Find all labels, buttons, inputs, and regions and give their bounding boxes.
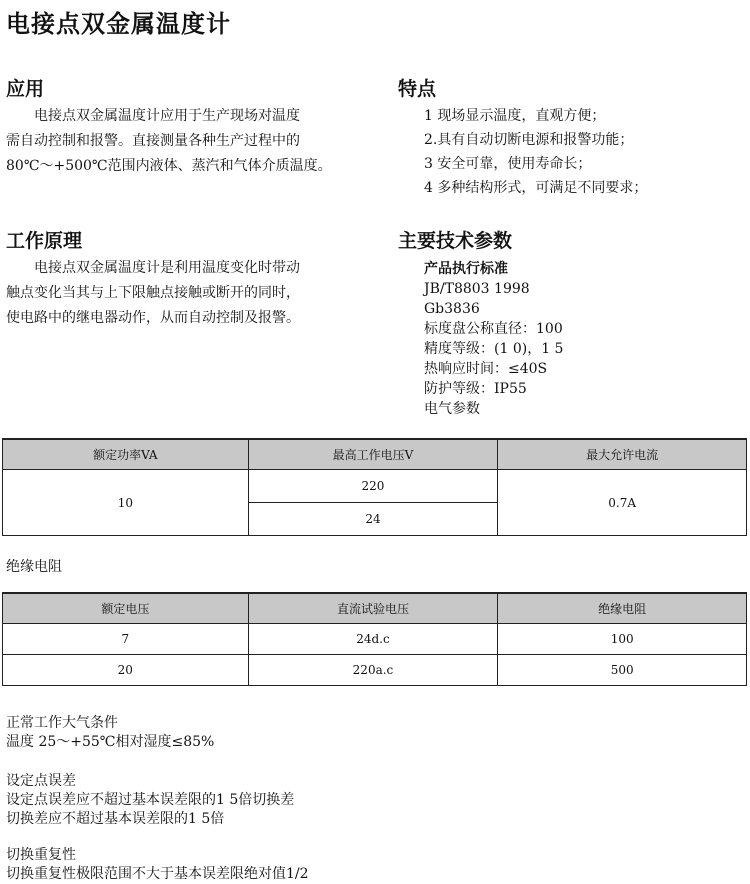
feature-item: 1 现场显示温度，直观方便； [424, 108, 606, 124]
spec-line: 热响应时间：≤40S [424, 361, 548, 377]
column-header: 绝缘电阻 [498, 593, 747, 624]
column-header: 直流试验电压 [248, 593, 498, 624]
setpoint-error-title: 设定点误差 [6, 773, 76, 789]
application-line: 电接点双金属温度计应用于生产现场对温度 [6, 108, 300, 124]
spec-line: 电气参数 [424, 401, 480, 417]
page-title: 电接点双金属温度计 [6, 10, 231, 38]
principle-line: 使电路中的继电器动作，从而自动控制及报警。 [6, 310, 300, 326]
insulation-table [2, 592, 747, 686]
principle-line: 触点变化当其与上下限触点接触或断开的同时， [6, 285, 300, 301]
principle-heading: 工作原理 [6, 230, 83, 252]
spec-line: 精度等级：(1 0)，1 5 [424, 341, 564, 357]
conditions-text: 温度 25～+55℃相对湿度≤85% [6, 734, 215, 750]
current-cell: 0.7A [498, 470, 747, 536]
table-cell: 24d.c [248, 624, 498, 655]
table-cell: 100 [498, 624, 747, 655]
table-header-row [3, 593, 747, 624]
feature-item: 2.具有自动切断电源和报警功能； [424, 132, 634, 148]
spec-line: 防护等级：IP55 [424, 381, 527, 397]
column-header: 额定功率VA [3, 439, 249, 470]
table-row [3, 655, 747, 686]
principle-paragraph [6, 256, 300, 331]
table-cell: 220a.c [248, 655, 498, 686]
repeatability-text: 切换重复性极限范围不大于基本误差限绝对值1/2 [6, 866, 309, 882]
table-header-row [3, 439, 747, 470]
table-cell: 7 [3, 624, 249, 655]
specs-heading: 主要技术参数 [398, 230, 513, 252]
specs-list [424, 259, 563, 419]
setpoint-error-line: 设定点误差应不超过基本误差限的1 5倍切换差 [6, 792, 295, 808]
setpoint-error-section [6, 772, 294, 829]
application-paragraph [6, 104, 332, 179]
feature-item: 3 安全可靠，使用寿命长； [424, 156, 592, 172]
application-line: 80℃～+500℃范围内液体、蒸汽和气体介质温度。 [6, 158, 332, 174]
column-header: 额定电压 [3, 593, 249, 624]
repeatability-title: 切换重复性 [6, 847, 76, 863]
application-heading: 应用 [6, 78, 45, 100]
spec-line: JB/T8803 1998 [424, 281, 530, 297]
feature-item: 4 多种结构形式，可满足不同要求； [424, 180, 648, 196]
features-list [424, 104, 647, 200]
spec-line: Gb3836 [424, 301, 480, 317]
insulation-label: 绝缘电阻 [6, 559, 62, 575]
column-header: 最高工作电压V [248, 439, 498, 470]
column-header: 最大允许电流 [498, 439, 747, 470]
voltage-cell: 220 [248, 470, 498, 503]
spec-line: 标度盘公称直径：100 [424, 321, 563, 337]
table-cell: 500 [498, 655, 747, 686]
power-cell: 10 [3, 470, 249, 536]
table-row [3, 624, 747, 655]
repeatability-section [6, 846, 309, 884]
voltage-cell: 24 [248, 503, 498, 536]
table-row [3, 470, 747, 503]
conditions-title: 正常工作大气条件 [6, 715, 118, 731]
features-heading: 特点 [398, 78, 437, 100]
application-line: 需自动控制和报警。直接测量各种生产过程中的 [6, 133, 300, 149]
setpoint-error-line: 切换差应不超过基本误差限的1 5倍 [6, 811, 225, 827]
conditions-section [6, 714, 214, 752]
electrical-table [2, 438, 747, 536]
standard-label: 产品执行标准 [424, 261, 508, 277]
table-cell: 20 [3, 655, 249, 686]
principle-line: 电接点双金属温度计是利用温度变化时带动 [6, 260, 300, 276]
